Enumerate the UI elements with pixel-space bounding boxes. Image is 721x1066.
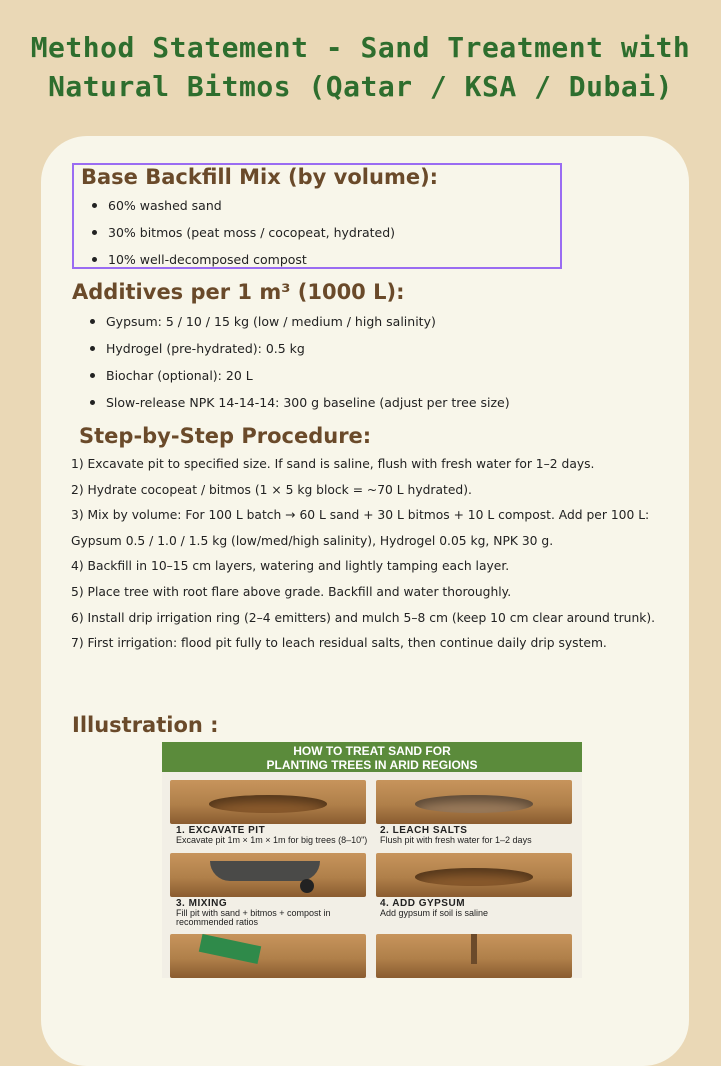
step-item: 4) Backfill in 10–15 cm layers, watering and lightly tamping each layer. xyxy=(71,559,510,574)
step-item: 5) Place tree with root flare above grade. Backfill and water thoroughly. xyxy=(71,584,512,599)
step-item: 3) Mix by volume: For 100 L batch → 60 L sand + 30 L bitmos + 10 L compost. Add per 100 L: Gypsum 0.5 / 1.0 / 1.5 kg (low/med/high salinity), Hydrogel 0.05 kg, NPK 30 g. xyxy=(71,508,650,548)
title-line-1: Method Statement - Sand Treatment with xyxy=(30,31,691,64)
pouring-mix-photo xyxy=(170,934,366,978)
additives-list xyxy=(88,308,510,416)
step-item: 6) Install drip irrigation ring (2–4 emitters) and mulch 5–8 cm (keep 10 cm clear around trunk). xyxy=(71,610,656,625)
procedure-heading: Step-by-Step Procedure: xyxy=(79,424,372,448)
additives-heading: Additives per 1 m³ (1000 L): xyxy=(72,280,405,304)
list-item: Biochar (optional): 20 L xyxy=(88,362,510,389)
planted-tree-photo xyxy=(376,934,572,978)
procedure-steps xyxy=(71,452,676,657)
step-item: 2) Hydrate cocopeat / bitmos (1 × 5 kg block = ~70 L hydrated). xyxy=(71,482,472,497)
illustration-banner xyxy=(162,742,582,772)
illustration-image xyxy=(162,742,582,978)
panel-caption-1: 1. EXCAVATE PIT Excavate pit 1m × 1m × 1m for big trees (8–10") xyxy=(176,825,368,845)
list-item: 60% washed sand xyxy=(90,192,395,219)
list-item: 30% bitmos (peat moss / cocopeat, hydrated) xyxy=(90,219,395,246)
leach-salts-photo xyxy=(376,780,572,824)
list-item: Slow-release NPK 14-14-14: 300 g baseline (adjust per tree size) xyxy=(88,389,510,416)
banner-line-1: HOW TO TREAT SAND FOR xyxy=(293,744,451,758)
panel-caption-4: 4. ADD GYPSUM Add gypsum if soil is saline xyxy=(380,898,489,918)
step-item: 1) Excavate pit to specified size. If sand is saline, flush with fresh water for 1–2 days. xyxy=(71,457,595,471)
list-item: Hydrogel (pre-hydrated): 0.5 kg xyxy=(88,335,510,362)
panel-caption-2: 2. LEACH SALTS Flush pit with fresh water for 1–2 days xyxy=(380,825,532,845)
excavate-pit-photo xyxy=(170,780,366,824)
base-mix-list xyxy=(90,192,395,273)
step-item: 7) First irrigation: flood pit fully to leach residual salts, then continue daily drip system. xyxy=(71,636,607,651)
list-item: Gypsum: 5 / 10 / 15 kg (low / medium / high salinity) xyxy=(88,308,510,335)
page-title xyxy=(0,28,721,106)
panel-caption-3: 3. MIXING Fill pit with sand + bitmos + compost in recommended ratios xyxy=(176,898,331,927)
mixing-wheelbarrow-photo xyxy=(170,853,366,897)
banner-line-2: PLANTING TREES IN ARID REGIONS xyxy=(266,758,478,772)
title-line-2: Natural Bitmos (Qatar / KSA / Dubai) xyxy=(48,70,673,103)
list-item: 10% well-decomposed compost xyxy=(90,246,395,273)
add-gypsum-photo xyxy=(376,853,572,897)
base-mix-heading: Base Backfill Mix (by volume): xyxy=(81,165,439,189)
illustration-heading: Illustration : xyxy=(72,713,219,737)
